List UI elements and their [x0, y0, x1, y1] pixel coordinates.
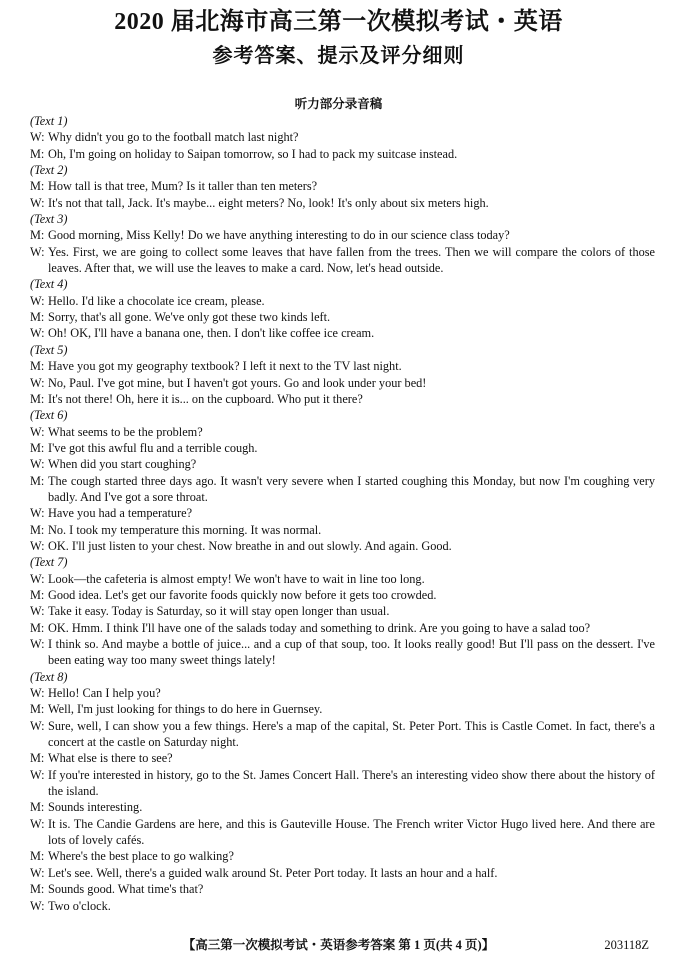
speaker-label: W: — [30, 326, 45, 341]
speaker-label: M: — [30, 702, 45, 717]
dialogue-line — [30, 325, 655, 341]
dialogue-text: Let's see. Well, there's a guided walk around St. Peter Port today. It lasts an hour and a half. — [48, 865, 498, 880]
dialogue-text: It's not that tall, Jack. It's maybe... eight meters? No, look! It's only about six meters high. — [48, 195, 489, 210]
speaker-label: M: — [30, 522, 45, 537]
dialogue-text: Sure, well, I can show you a few things. Here's a map of the capital, St. Peter Port. This is Castle Comet. In fact, there's a concert at the castle on Saturday night. — [48, 718, 655, 750]
speaker-label: M: — [30, 800, 45, 815]
speaker-label: W: — [30, 865, 45, 880]
speaker-label: W: — [30, 718, 45, 733]
dialogue-line — [30, 685, 655, 701]
speaker-label: W: — [30, 637, 45, 651]
dialogue-text: Good idea. Let's get our favorite foods quickly now before it gets too crowded. — [48, 587, 437, 602]
dialogue-line — [30, 309, 655, 325]
dialogue-line — [30, 440, 655, 456]
dialogue-text: What seems to be the problem? — [48, 424, 203, 439]
dialogue-line — [30, 505, 655, 521]
dialogue-text: Have you had a temperature? — [48, 506, 193, 521]
dialogue-line — [30, 358, 655, 374]
dialogue-line — [30, 244, 655, 277]
dialogue-text: I think so. And maybe a bottle of juice... and a cup of that soup, too. It looks really good! But I'll pass on the dessert. I've been eating way too many sweet things lately! — [48, 637, 655, 668]
dialogue-line — [30, 898, 655, 914]
dialogue-text: When did you start coughing? — [48, 457, 197, 472]
speaker-label: W: — [30, 816, 45, 831]
speaker-label: M: — [30, 751, 45, 766]
dialogue-text: Have you got my geography textbook? I left it next to the TV last night. — [48, 359, 402, 374]
speaker-label: M: — [30, 359, 45, 374]
section-title: 听力部分录音稿 — [294, 97, 383, 111]
speaker-label: W: — [30, 375, 45, 390]
text-section-label: (Text 8) — [30, 669, 68, 684]
text-section-label: (Text 5) — [30, 342, 68, 357]
speaker-label: W: — [30, 457, 45, 472]
dialogue-text: OK. I'll just listen to your chest. Now breathe in and out slowly. And again. Good. — [48, 538, 452, 553]
dialogue-text: Two o'clock. — [48, 898, 111, 913]
text-section-label: (Text 7) — [30, 555, 68, 570]
dialogue-line — [30, 195, 655, 211]
dialogue-line — [30, 718, 655, 751]
speaker-label: W: — [30, 195, 45, 210]
dialogue-line — [30, 587, 655, 603]
dialogue-line — [30, 603, 655, 619]
dialogue-text: No. I took my temperature this morning. It was normal. — [48, 522, 322, 537]
dialogue-text: Hello. I'd like a chocolate ice cream, please. — [48, 293, 265, 308]
speaker-label: W: — [30, 898, 45, 913]
dialogue-text: It is. The Candie Gardens are here, and this is Gauteville House. The French writer Victor Hugo lived here. And there are lots of lovely cafés. — [48, 816, 655, 848]
dialogue-line — [30, 848, 655, 864]
dialogue-text: Sounds good. What time's that? — [48, 882, 204, 897]
dialogue-line — [30, 620, 655, 636]
footer-code: 203118Z — [604, 938, 649, 952]
dialogue-text: The cough started three days ago. It wasn't very severe when I started coughing this Monday, but now I'm coughing very badly. And I've got a sore throat. — [48, 473, 655, 504]
speaker-label: M: — [30, 440, 45, 455]
dialogue-text: Sorry, that's all gone. We've only got these two kinds left. — [48, 310, 331, 325]
dialogue-text: Take it easy. Today is Saturday, so it will stay open longer than usual. — [48, 604, 390, 619]
dialogue-text: Oh, I'm going on holiday to Saipan tomorrow, so I had to pack my suitcase instead. — [48, 146, 458, 161]
speaker-label: W: — [30, 767, 45, 782]
page-footer — [0, 936, 677, 954]
dialogue-text: Why didn't you go to the football match last night? — [48, 130, 299, 145]
speaker-label: M: — [30, 228, 45, 243]
speaker-label: M: — [30, 310, 45, 325]
dialogue-line — [30, 522, 655, 538]
speaker-label: W: — [30, 293, 45, 308]
dialogue-line — [30, 456, 655, 472]
dialogue-text: Sounds interesting. — [48, 800, 143, 815]
dialogue-text: Oh! OK, I'll have a banana one, then. I don't like coffee ice cream. — [48, 326, 375, 341]
text-section-label: (Text 2) — [30, 163, 68, 178]
text-section-label: (Text 3) — [30, 212, 68, 227]
dialogue-text: Well, I'm just looking for things to do here in Guernsey. — [48, 702, 323, 717]
dialogue-line — [30, 750, 655, 766]
text-section-label: (Text 4) — [30, 277, 68, 292]
speaker-label: M: — [30, 587, 45, 602]
footer-page-info: 【高三第一次模拟考试・英语参考答案 第 1 页(共 4 页)】 — [182, 938, 495, 952]
speaker-label: M: — [30, 146, 45, 161]
dialogue-line — [30, 375, 655, 391]
dialogue-text: How tall is that tree, Mum? Is it taller than ten meters? — [48, 179, 318, 194]
dialogue-text: Hello! Can I help you? — [48, 686, 161, 701]
speaker-label: M: — [30, 473, 45, 488]
document-subtitle: 参考答案、提示及评分细则 — [212, 45, 465, 67]
speaker-label: W: — [30, 538, 45, 553]
dialogue-line — [30, 293, 655, 309]
speaker-label: M: — [30, 620, 45, 635]
dialogue-line — [30, 799, 655, 815]
dialogue-line — [30, 701, 655, 717]
speaker-label: M: — [30, 391, 45, 406]
speaker-label: M: — [30, 882, 45, 897]
dialogue-line — [30, 816, 655, 849]
text-section-label: (Text 6) — [30, 408, 68, 423]
speaker-label: W: — [30, 506, 45, 521]
speaker-label: W: — [30, 130, 45, 145]
dialogue-line — [30, 881, 655, 897]
dialogue-line — [30, 391, 655, 407]
dialogue-line — [30, 473, 655, 506]
text-section-label: (Text 1) — [30, 114, 68, 128]
dialogue-text: It's not there! Oh, here it is... on the cupboard. Who put it there? — [48, 391, 363, 406]
dialogue-text: Look—the cafeteria is almost empty! We won't have to wait in line too long. — [48, 571, 425, 586]
speaker-label: M: — [30, 849, 45, 864]
dialogue-text: If you're interested in history, go to the St. James Concert Hall. There's an interesting video show there about the history of the island. — [48, 767, 655, 799]
dialogue-line — [30, 129, 655, 145]
listening-transcript — [30, 113, 655, 914]
dialogue-line — [30, 571, 655, 587]
dialogue-text: Yes. First, we are going to collect some leaves that have fallen from the trees. Then we will compare the colors of those leaves. After that, we will use the leaves to make a card. Now, let's head outside. — [48, 244, 655, 276]
speaker-label: W: — [30, 686, 45, 701]
dialogue-line — [30, 146, 655, 162]
dialogue-line — [30, 767, 655, 800]
dialogue-text: I've got this awful flu and a terrible cough. — [48, 440, 258, 455]
dialogue-text: No, Paul. I've got mine, but I haven't got yours. Go and look under your bed! — [48, 375, 427, 390]
dialogue-text: Where's the best place to go walking? — [48, 849, 234, 864]
dialogue-text: Good morning, Miss Kelly! Do we have anything interesting to do in our science class today? — [48, 228, 510, 243]
speaker-label: W: — [30, 571, 45, 586]
dialogue-line — [30, 538, 655, 554]
speaker-label: W: — [30, 424, 45, 439]
dialogue-line — [30, 424, 655, 440]
speaker-label: M: — [30, 179, 45, 194]
dialogue-line — [30, 227, 655, 243]
dialogue-line — [30, 178, 655, 194]
dialogue-line — [30, 865, 655, 881]
document-title: 2020 届北海市高三第一次模拟考试・英语 — [114, 9, 563, 35]
speaker-label: W: — [30, 604, 45, 619]
dialogue-line — [30, 636, 655, 669]
dialogue-text: OK. Hmm. I think I'll have one of the salads today and something to drink. Are you going to have a salad too? — [48, 620, 591, 635]
speaker-label: W: — [30, 244, 45, 259]
dialogue-text: What else is there to see? — [48, 751, 173, 766]
